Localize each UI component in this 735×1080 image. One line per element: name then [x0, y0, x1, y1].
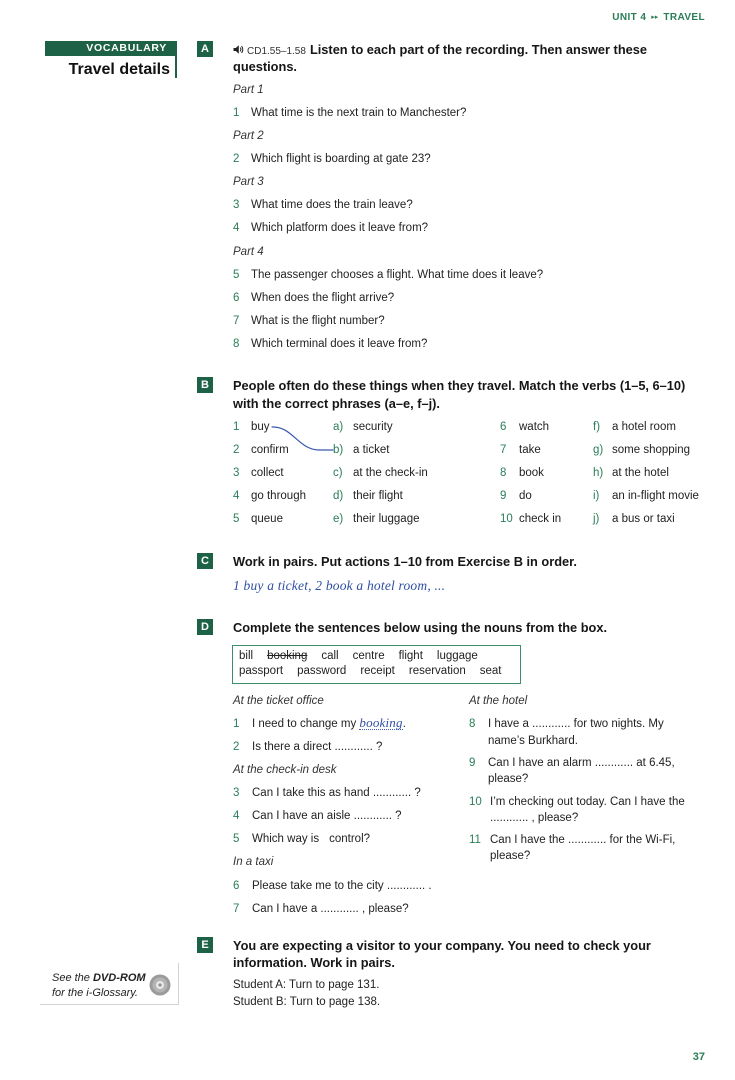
verb: take [519, 444, 541, 456]
verb: go through [251, 490, 306, 502]
box-word: call [321, 650, 339, 662]
exercise-a-instruction-line2: questions. [233, 59, 297, 74]
handwritten-answer: booking [359, 715, 403, 730]
sentence: Can I have a ............ , please? [252, 903, 409, 915]
sentence-line: please? [490, 850, 531, 862]
exercise-c-instruction: Work in pairs. Put actions 1–10 from Exercise B in order. [233, 554, 577, 569]
box-word: receipt [360, 665, 395, 677]
phrase: a hotel room [612, 421, 676, 433]
sentence-number: 9 [469, 757, 476, 769]
part-heading: Part 2 [233, 130, 264, 142]
phrase: at the check-in [353, 467, 428, 479]
phrase: their flight [353, 490, 403, 502]
dvd-disc-icon [149, 974, 171, 996]
box-word-used: booking [267, 650, 308, 662]
verb: queue [251, 513, 283, 525]
phrase-letter: b) [333, 444, 344, 456]
handwritten-sample-answer: 1 buy a ticket, 2 book a hotel room, ... [233, 578, 446, 593]
exercise-e-instruction-line2: information. Work in pairs. [233, 955, 395, 970]
phrase: a ticket [353, 444, 390, 456]
sentence: Can I have an aisle ............ ? [252, 810, 402, 822]
question-number: 6 [233, 292, 240, 304]
phrase: an in-flight movie [612, 490, 699, 502]
phrase-letter: c) [333, 467, 343, 479]
question-text: What time does the train leave? [251, 199, 413, 211]
word-box-row [239, 664, 502, 678]
question-text: Which terminal does it leave from? [251, 338, 428, 350]
part-heading: Part 3 [233, 176, 264, 188]
question-number: 7 [233, 315, 240, 327]
situation-heading: At the hotel [469, 695, 528, 707]
exercise-d-label: D [197, 619, 213, 635]
question-text: What is the flight number? [251, 315, 385, 327]
sentence-line: I have a ............ for two nights. My [488, 718, 664, 730]
verb-number: 8 [500, 467, 507, 479]
exercise-e-instruction-line1: You are expecting a visitor to your company. You need to check your [233, 938, 651, 953]
sentence-line: ............ , please? [490, 812, 579, 824]
phrase-letter: a) [333, 421, 344, 433]
sentence-number: 11 [469, 834, 481, 846]
sentence-text: I need to change my [252, 718, 357, 730]
unit-topic: TRAVEL [663, 12, 705, 23]
question-text: Which platform does it leave from? [251, 222, 429, 234]
question-number: 8 [233, 338, 240, 350]
part-heading: Part 1 [233, 84, 264, 96]
sentence-line: name’s Burkhard. [488, 735, 578, 747]
sentence: Can I take this as hand ............ ? [252, 787, 421, 799]
sentence-number: 1 [233, 718, 240, 730]
exercise-d-instruction: Complete the sentences below using the nouns from the box. [233, 620, 607, 635]
exercise-b-instruction-line1: People often do these things when they travel. Match the verbs (1–5, 6–10) [233, 378, 686, 393]
sentence-number: 8 [469, 718, 476, 730]
question-number: 5 [233, 269, 240, 281]
sentence-number: 4 [233, 810, 240, 822]
verb: do [519, 490, 532, 502]
box-word: reservation [408, 665, 466, 677]
phrase: a bus or taxi [612, 513, 675, 525]
box-word: passport [239, 665, 284, 677]
sentence: Please take me to the city ............ . [252, 880, 432, 892]
sentence-line: Can I have the ............ for the Wi-Fi, [490, 834, 676, 846]
sentence-number: 10 [469, 796, 482, 808]
phrase-letter: i) [593, 490, 600, 502]
question-number: 2 [233, 153, 240, 165]
audio-track-reference: CD1.55–1.58 [247, 46, 306, 57]
verb-number: 5 [233, 513, 240, 525]
phrase-letter: h) [593, 467, 604, 479]
dvd-note-product: DVD-ROM [92, 972, 146, 984]
sentence-number: 2 [233, 741, 240, 753]
question-number: 4 [233, 222, 240, 234]
question-text: Which flight is boarding at gate 23? [251, 153, 431, 165]
question-number: 3 [233, 199, 240, 211]
situation-heading: At the ticket office [233, 695, 324, 707]
verb: book [519, 467, 544, 479]
unit-label: UNIT 4 [612, 12, 647, 23]
situation-heading: In a taxi [233, 856, 274, 868]
dvd-note-line2: for the i-Glossary. [52, 987, 138, 999]
word-box-row [239, 649, 478, 663]
exercise-c-label: C [197, 553, 213, 569]
dvd-note-line1 [52, 971, 146, 985]
phrase-letter: e) [333, 513, 344, 525]
phrase-letter: g) [593, 444, 604, 456]
vocabulary-tag [45, 41, 175, 56]
phrase: some shopping [612, 444, 690, 456]
sentence-line: please? [488, 773, 529, 785]
sentence: Is there a direct ............ ? [252, 741, 383, 753]
exercise-b-instruction-line2: with the correct phrases (a–e, f–j). [233, 396, 440, 411]
verb-number: 10 [500, 513, 513, 525]
sentence-line: Can I have an alarm ............ at 6.45, [488, 757, 675, 769]
question-text: When does the flight arrive? [251, 292, 395, 304]
dvd-note-prefix: See the [52, 972, 90, 984]
sentence-end: control? [329, 833, 371, 845]
running-header [612, 11, 705, 25]
vocabulary-tag-text: VOCABULARY [86, 42, 167, 54]
exercise-a-instruction [233, 42, 647, 58]
sentence-number: 3 [233, 787, 240, 799]
phrase-letter: j) [593, 513, 600, 525]
phrase: security [353, 421, 393, 433]
section-title: Travel details [68, 61, 170, 78]
speaker-icon [233, 43, 244, 54]
exercise-a-instruction-line1: Listen to each part of the recording. Then answer these [309, 42, 647, 57]
student-b-reference: Student B: Turn to page 138. [233, 996, 381, 1008]
verb-number: 3 [233, 467, 240, 479]
verb-number: 7 [500, 444, 507, 456]
sentence-text: Which way is [252, 833, 320, 845]
box-word: centre [352, 650, 385, 662]
question-number: 1 [233, 107, 240, 119]
verb: collect [251, 467, 284, 479]
box-word: seat [479, 665, 502, 677]
verb-number: 4 [233, 490, 240, 502]
verb: buy [251, 421, 270, 433]
verb: check in [519, 513, 562, 525]
verb-number: 6 [500, 421, 507, 433]
sentence-end: . [402, 718, 406, 730]
phrase: their luggage [353, 513, 420, 525]
exercise-e-label: E [197, 937, 213, 953]
verb-number: 9 [500, 490, 507, 502]
student-a-reference: Student A: Turn to page 131. [233, 979, 380, 991]
question-text: What time is the next train to Manchester? [251, 107, 467, 119]
sentence [252, 717, 406, 731]
box-word: password [297, 665, 347, 677]
sentence-line: I’m checking out today. Can I have the [490, 796, 685, 808]
situation-heading: At the check-in desk [233, 764, 337, 776]
page-number: 37 [692, 1051, 705, 1063]
verb-number: 1 [233, 421, 240, 433]
sentence [252, 832, 370, 846]
question-text: The passenger chooses a flight. What time does it leave? [251, 269, 544, 281]
box-word: luggage [436, 650, 478, 662]
phrase-letter: f) [593, 421, 601, 433]
exercise-b-label: B [197, 377, 213, 393]
verb: watch [519, 421, 550, 433]
sentence-number: 6 [233, 880, 240, 892]
phrase: at the hotel [612, 467, 669, 479]
sidebar-rule [175, 41, 177, 78]
double-arrow-icon: ▸▸ [651, 13, 659, 21]
sentence-number: 5 [233, 833, 240, 845]
verb-number: 2 [233, 444, 240, 456]
box-word: bill [239, 650, 254, 662]
exercise-a-label: A [197, 41, 213, 57]
sentence-number: 7 [233, 903, 240, 915]
box-word: flight [398, 650, 423, 662]
part-heading: Part 4 [233, 246, 264, 258]
phrase-letter: d) [333, 490, 344, 502]
handwritten-match-line [268, 418, 340, 458]
verb: confirm [251, 444, 289, 456]
